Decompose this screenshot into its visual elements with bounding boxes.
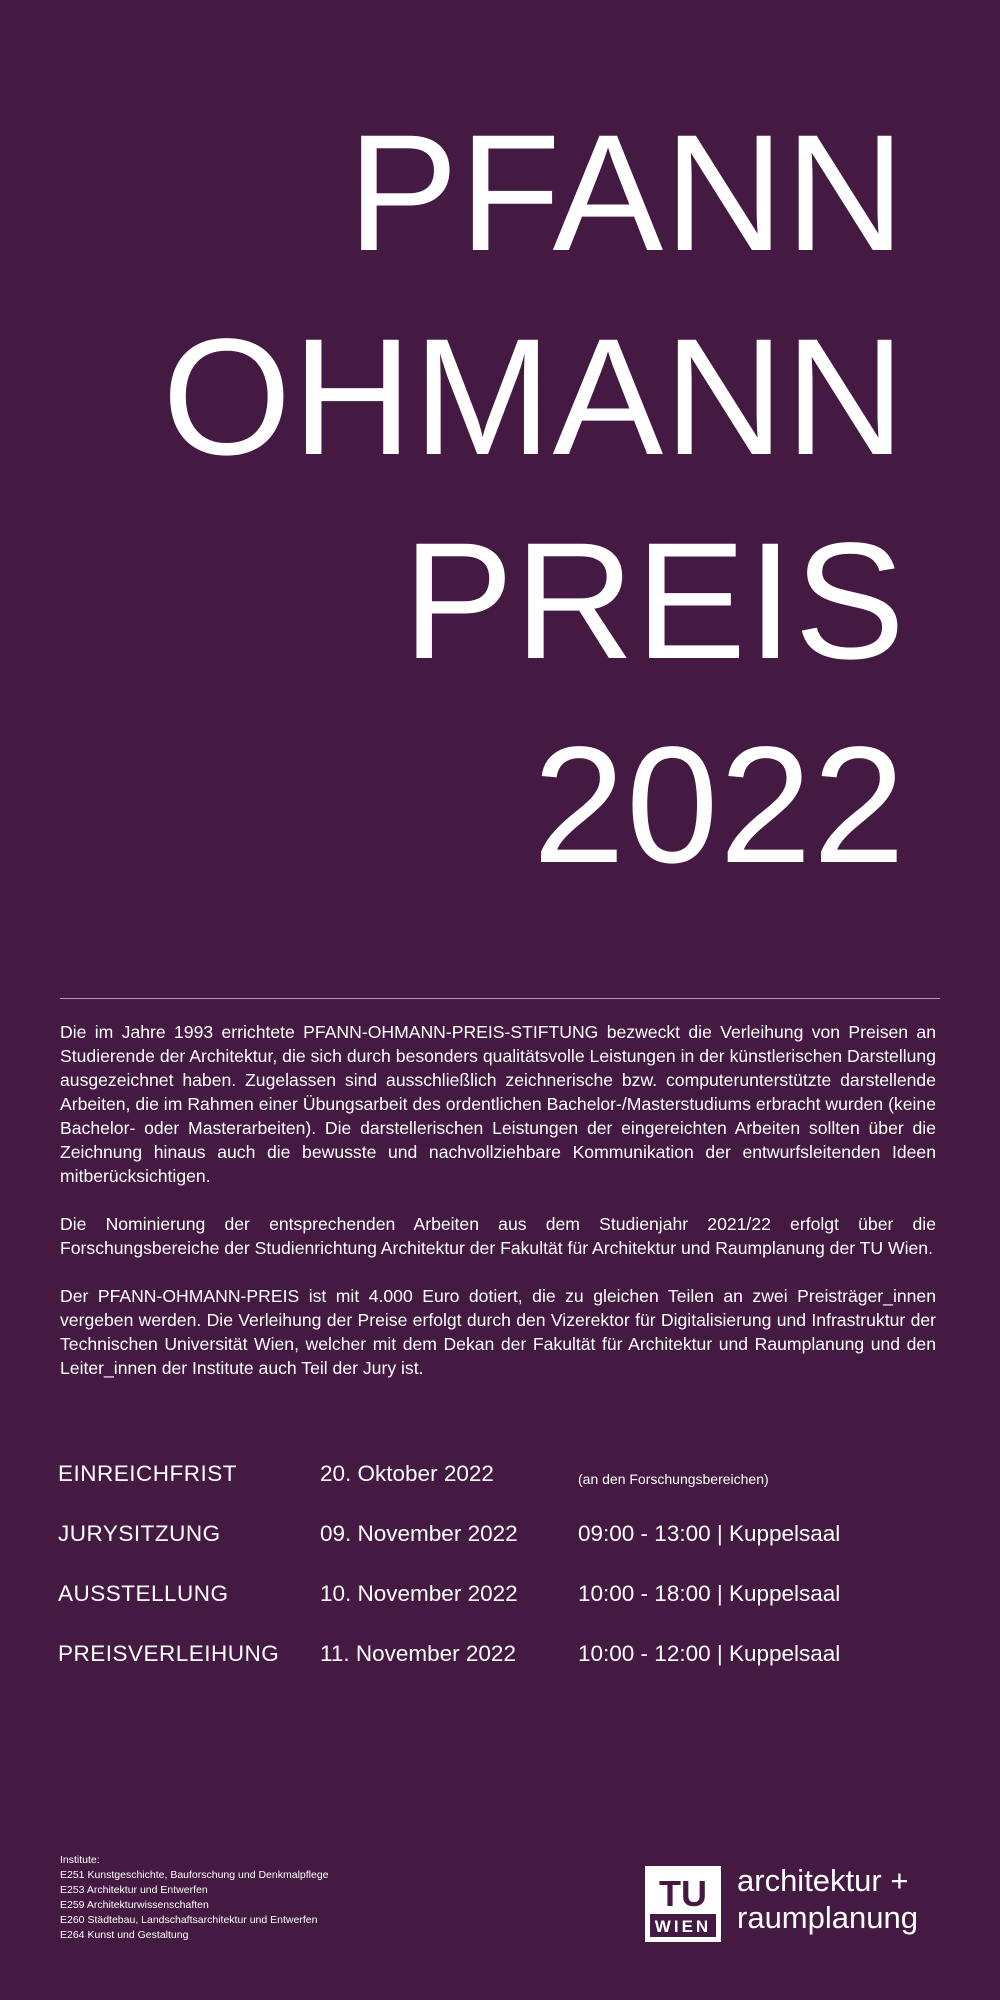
- event-date: 10. November 2022: [320, 1581, 518, 1606]
- institute-item: E259 Architekturwissenschaften: [60, 1899, 209, 1911]
- event-date: 20. Oktober 2022: [320, 1461, 494, 1486]
- schedule-row: [58, 1581, 938, 1641]
- event-label: PREISVERLEIHUNG: [58, 1641, 280, 1666]
- tu-wien-logo-icon: [645, 1866, 721, 1942]
- institute-item: E260 Städtebau, Landschaftsarchitektur und Entwerfen: [60, 1914, 318, 1926]
- event-label: EINREICHFRIST: [58, 1461, 238, 1486]
- schedule-row: [58, 1461, 938, 1521]
- poster-title: [162, 92, 906, 908]
- institutes-heading: Institute:: [60, 1854, 100, 1866]
- logo-line: architektur +: [737, 1863, 909, 1898]
- event-label: AUSSTELLUNG: [58, 1581, 229, 1606]
- title-line: 2022: [532, 713, 906, 898]
- event-label: JURYSITZUNG: [58, 1521, 221, 1546]
- event-info: 10:00 - 18:00 | Kuppelsaal: [578, 1581, 841, 1606]
- title-line: OHMANN: [162, 305, 906, 490]
- event-info: 09:00 - 13:00 | Kuppelsaal: [578, 1521, 841, 1546]
- divider: [60, 998, 940, 999]
- paragraph: Der PFANN-OHMANN-PREIS ist mit 4.000 Euro dotiert, die zu gleichen Teilen an zwei Preisträger_innen vergeben werden. Die Verleihung der Preise erfolgt durch den Vizerektor für Digitalisierung und Infrastruktur der Technischen Universität Wien, welcher mit dem Dekan der Fakultät für Architektur und Raumplanung und den Leiter_innen der Institute auch Teil der Jury ist.: [60, 1286, 936, 1378]
- schedule-row: [58, 1641, 938, 1701]
- schedule: [58, 1461, 938, 1701]
- event-info: (an den Forschungsbereichen): [578, 1471, 769, 1487]
- event-date: 11. November 2022: [320, 1641, 516, 1666]
- tu-wien-logo: [645, 1862, 945, 1944]
- title-line: PFANN: [347, 101, 906, 286]
- institutes-list: [60, 1853, 329, 1943]
- logo-wordmark: [737, 1862, 918, 1936]
- event-date: 09. November 2022: [320, 1521, 518, 1546]
- institute-item: E264 Kunst und Gestaltung: [60, 1929, 189, 1941]
- institute-item: E253 Architektur und Entwerfen: [60, 1884, 208, 1896]
- svg-text:WIEN: WIEN: [654, 1917, 712, 1936]
- logo-line: raumplanung: [737, 1900, 918, 1935]
- paragraph: Die Nominierung der entsprechenden Arbeiten aus dem Studienjahr 2021/22 erfolgt über die Forschungsbereiche der Studienrichtung Architektur der Fakultät für Architektur und Raumplanung der TU Wien.: [60, 1214, 936, 1258]
- title-line: PREIS: [402, 509, 906, 694]
- event-info: 10:00 - 12:00 | Kuppelsaal: [578, 1641, 841, 1666]
- institute-item: E251 Kunstgeschichte, Bauforschung und Denkmalpflege: [60, 1869, 329, 1881]
- schedule-row: [58, 1521, 938, 1581]
- paragraph: Die im Jahre 1993 errichtete PFANN-OHMANN-PREIS-STIFTUNG bezweckt die Verleihung von Preisen an Studierende der Architektur, die sich durch besonders qualitätsvolle Leistungen in der künstlerischen Darstellung ausgezeichnet haben. Zugelassen sind ausschließlich zeichnerische bzw. computerunterstützte darstellende Arbeiten, die im Rahmen einer Übungsarbeit des ordentlichen Bachelor-/Masterstudiums erbracht wurden (keine Bachelor- oder Masterarbeiten). Die darstellerischen Leistungen der eingereichten Arbeiten sollten über die Zeichnung hinaus auch die bewusste und nachvollziehbare Kommunikation der entwurfsleitenden Ideen mitberücksichtigen.: [60, 1022, 936, 1186]
- svg-text:TU: TU: [659, 1873, 707, 1914]
- description-text: [60, 1020, 936, 1404]
